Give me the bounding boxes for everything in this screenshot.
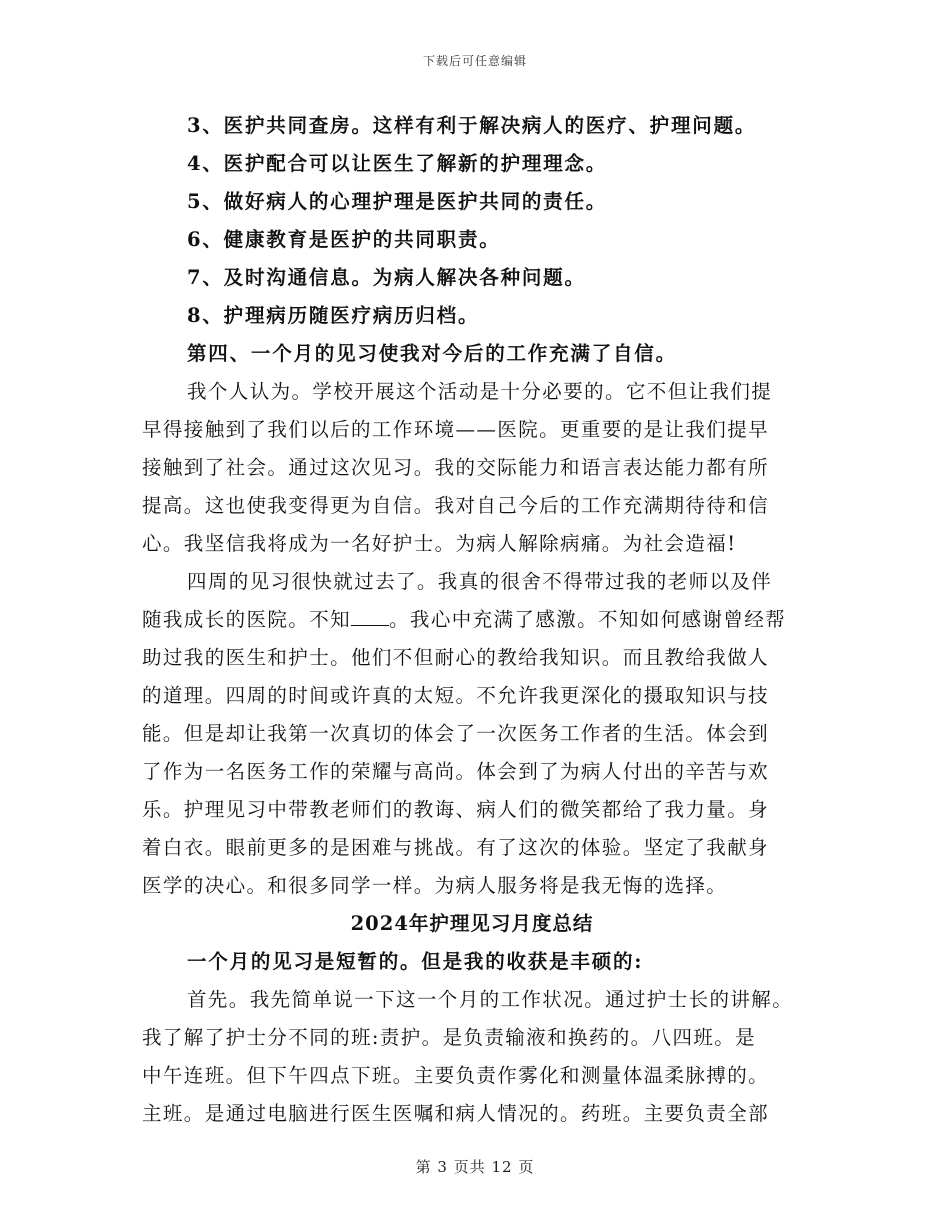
paragraph-line: 心。我坚信我将成为一名好护士。为病人解除病痛。为社会造福! xyxy=(142,532,737,555)
intro-statement: 一个月的见习是短暂的。但是我的收获是丰硕的: xyxy=(187,950,644,973)
list-item: 8、护理病历随医疗病历归档。 xyxy=(187,304,480,327)
paragraph-line: 能。但是却让我第一次真切的体会了一次医务工作者的生活。体会到 xyxy=(142,722,770,745)
paragraph-line: 接触到了社会。通过这次见习。我的交际能力和语言表达能力都有所 xyxy=(142,456,770,479)
paragraph-line-with-blank xyxy=(142,601,802,639)
paragraph-line: 的道理。四周的时间或许真的太短。不允许我更深化的摄取知识与技 xyxy=(142,684,770,707)
list-item: 3、医护共同查房。这样有利于解决病人的医疗、护理问题。 xyxy=(187,114,757,137)
paragraph-line: 助过我的医生和护士。他们不但耐心的教给我知识。而且教给我做人 xyxy=(142,646,770,669)
paragraph-line: 医学的决心。和很多同学一样。为病人服务将是我无悔的选择。 xyxy=(142,874,728,897)
paragraph-line: 主班。是通过电脑进行医生医嘱和病人情况的。药班。主要负责全部 xyxy=(142,1102,770,1125)
list-item: 7、及时沟通信息。为病人解决各种问题。 xyxy=(187,266,586,289)
page-number-footer: 第 3 页共 12 页 xyxy=(415,1158,535,1176)
paragraph-line: 我个人认为。学校开展这个活动是十分必要的。它不但让我们提 xyxy=(187,380,773,403)
text-after-blank: 。我心中充满了感激。不知如何感谢曾经帮 xyxy=(389,608,787,631)
fill-in-blank xyxy=(351,607,389,626)
paragraph-line: 四周的见习很快就过去了。我真的很舍不得带过我的老师以及伴 xyxy=(187,570,773,593)
list-item: 4、医护配合可以让医生了解新的护理理念。 xyxy=(187,152,608,175)
document-title: 2024年护理见习月度总结 xyxy=(350,912,594,935)
list-item: 6、健康教育是医护的共同职责。 xyxy=(187,228,501,251)
section-heading: 第四、一个月的见习使我对今后的工作充满了自信。 xyxy=(187,342,677,365)
document-body xyxy=(142,107,802,1133)
paragraph-line: 提高。这也使我变得更为自信。我对自己今后的工作充满期待待和信 xyxy=(142,494,770,517)
paragraph-line: 早得接触到了我们以后的工作环境——医院。更重要的是让我们提早 xyxy=(142,418,770,441)
page-header: 下载后可任意编辑 xyxy=(422,54,527,68)
list-item: 5、做好病人的心理护理是医护共同的责任。 xyxy=(187,190,608,213)
text-before-blank: 随我成长的医院。不知 xyxy=(142,608,352,631)
paragraph-line: 我了解了护士分不同的班:责护。是负责输液和换药的。八四班。是 xyxy=(142,1026,757,1049)
paragraph-line: 了作为一名医务工作的荣耀与高尚。体会到了为病人付出的辛苦与欢 xyxy=(142,760,770,783)
paragraph-line: 着白衣。眼前更多的是困难与挑战。有了这次的体验。坚定了我献身 xyxy=(142,836,770,859)
paragraph-line: 首先。我先简单说一下这一个月的工作状况。通过护士长的讲解。 xyxy=(187,988,794,1011)
paragraph-line: 中午连班。但下午四点下班。主要负责作雾化和测量体温柔脉搏的。 xyxy=(142,1064,770,1087)
paragraph-line: 乐。护理见习中带教老师们的教诲、病人们的微笑都给了我力量。身 xyxy=(142,798,770,821)
